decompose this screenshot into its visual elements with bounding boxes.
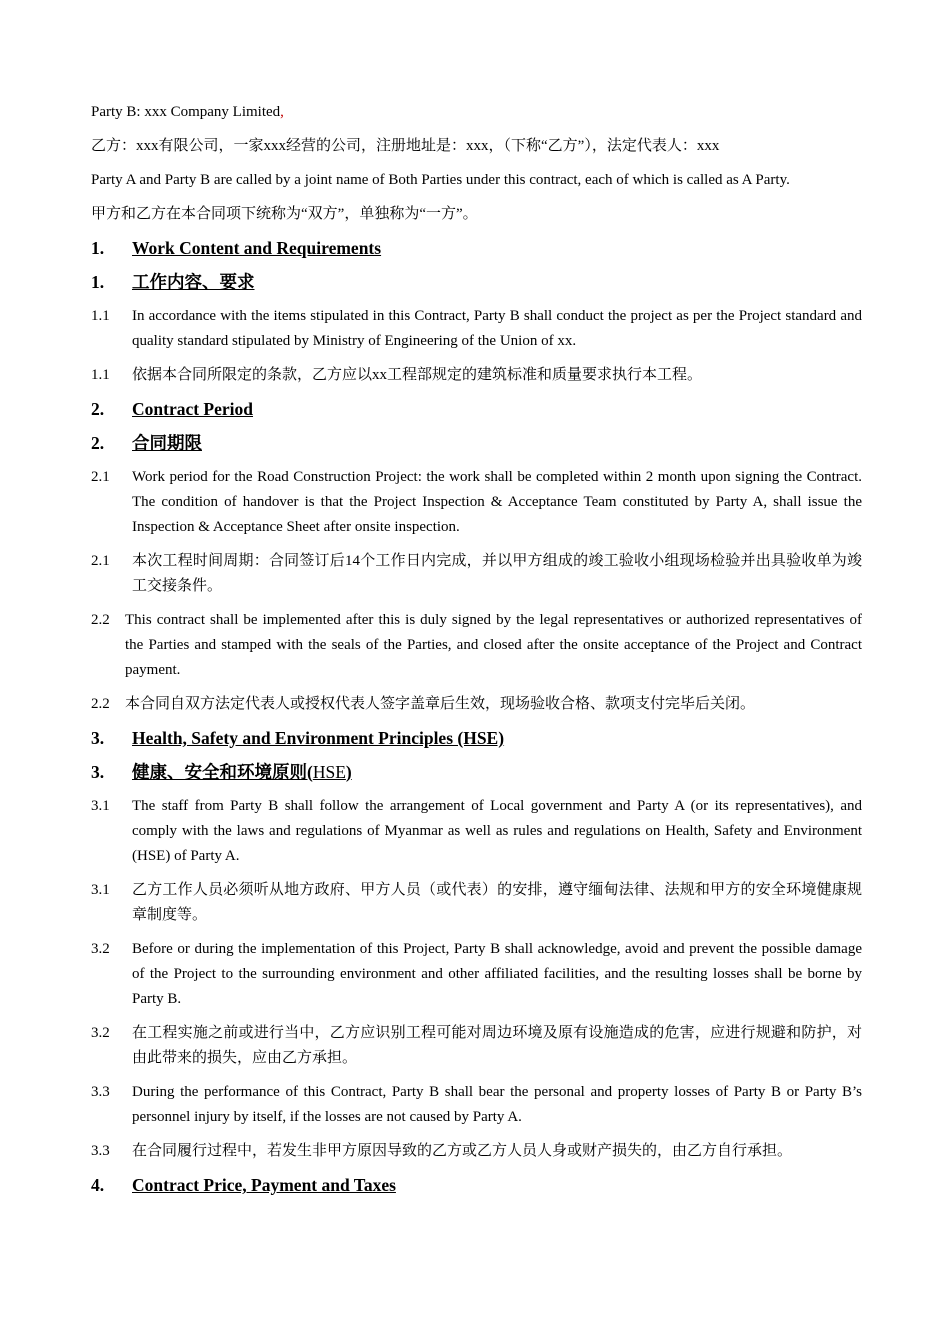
section-number: 1.: [91, 272, 105, 292]
clause-text: 在合同履行过程中，若发生非甲方原因导致的乙方或乙方人员人身或财产损失的，由乙方自行承担。: [132, 1143, 793, 1159]
section-number: 2.: [91, 399, 105, 419]
section-heading: [91, 760, 862, 785]
section-heading: [91, 431, 862, 456]
clause-number: 3.2: [91, 941, 110, 957]
clause: [91, 692, 862, 717]
clause: [91, 363, 862, 388]
section-heading: [91, 270, 862, 295]
clause-number: 3.3: [91, 1143, 110, 1159]
section-number: 2.: [91, 433, 105, 453]
clause-text: Work period for the Road Construction Project: the work shall be completed within 2 month upon signing the Contract. The condition of handover is that the Project Inspection & Acceptance Team constituted by Party A, shall issue the Inspection & Acceptance Sheet after onsite inspection.: [132, 469, 862, 535]
clause: [91, 794, 862, 869]
clause-text: 乙方工作人员必须听从地方政府、甲方人员（或代表）的安排，遵守缅甸法律、法规和甲方的安全环境健康规章制度等。: [132, 882, 862, 923]
party-b-cn: 乙方：xxx有限公司，一家xxx经营的公司，注册地址是：xxx，（下称“乙方”），法定代表人：xxx: [91, 138, 720, 154]
clause: [91, 549, 862, 599]
clause-number: 2.2: [91, 696, 110, 712]
clause-text: Before or during the implementation of this Project, Party B shall acknowledge, avoid and prevent the possible damage of the Project to the surrounding environment and other affiliated facilities, and the resulting losses shall be borne by Party B.: [132, 941, 862, 1007]
section-title: Health, Safety and Environment Principles (HSE): [132, 728, 505, 748]
clause: [91, 1080, 862, 1130]
section-heading: [91, 236, 862, 261]
section-title: 健康、安全和环境原则(HSE): [132, 762, 352, 782]
section-title: Contract Price, Payment and Taxes: [132, 1175, 396, 1195]
section-heading: [91, 726, 862, 751]
clause-number: 3.1: [91, 798, 110, 814]
clause: [91, 1139, 862, 1164]
section-title: 合同期限: [132, 433, 202, 453]
clause-text: This contract shall be implemented after this is duly signed by the legal representatives or authorized representatives of the Parties and stamped with the seals of the Parties, and closed after the onsite acceptance of the Project and Contract payment.: [125, 612, 862, 678]
section-number: 1.: [91, 238, 105, 258]
both-parties-cn: 甲方和乙方在本合同项下统称为“双方”，单独称为“一方”。: [91, 206, 478, 222]
section-heading: [91, 397, 862, 422]
both-parties-en: Party A and Party B are called by a joint name of Both Parties under this contract, each of which is called as A Party.: [91, 172, 790, 188]
section-title: Contract Period: [132, 399, 254, 419]
clause-number: 3.1: [91, 882, 110, 898]
clause: [91, 878, 862, 928]
clause-number: 3.3: [91, 1084, 110, 1100]
clause-number: 3.2: [91, 1025, 110, 1041]
section-number: 4.: [91, 1175, 105, 1195]
clause-text: The staff from Party B shall follow the arrangement of Local government and Party A (or its representatives), and comply with the laws and regulations of Myanmar as well as rules and regulations on Health, Safety and Environment (HSE) of Party A.: [132, 798, 862, 864]
clause: [91, 465, 862, 540]
section-number: 3.: [91, 728, 105, 748]
clause-text: 本合同自双方法定代表人或授权代表人签字盖章后生效，现场验收合格、款项支付完毕后关闭。: [125, 696, 756, 712]
clause-text: In accordance with the items stipulated in this Contract, Party B shall conduct the project as per the Project standard and quality standard stipulated by Ministry of Engineering of the Union of xx.: [132, 308, 862, 349]
clause: [91, 1021, 862, 1071]
section-title: 工作内容、要求: [132, 272, 255, 292]
clause-number: 2.1: [91, 469, 110, 485]
party-b-en: Party B: xxx Company Limited,: [91, 104, 284, 120]
clause: [91, 304, 862, 354]
clause-number: 1.1: [91, 367, 110, 383]
clause-number: 2.2: [91, 612, 110, 628]
section-title: Work Content and Requirements: [132, 238, 382, 258]
section-number: 3.: [91, 762, 105, 782]
clause-text: 本次工程时间周期：合同签订后14个工作日内完成，并以甲方组成的竣工验收小组现场检验并出具验收单为竣工交接条件。: [132, 553, 862, 594]
clause-text: During the performance of this Contract, Party B shall bear the personal and property losses of Party B or Party B’s personnel injury by itself, if the losses are not caused by Party A.: [132, 1084, 862, 1125]
clause: [91, 608, 862, 683]
document-page: [91, 100, 862, 1207]
comma-mark: ,: [280, 104, 284, 120]
clause-text: 依据本合同所限定的条款，乙方应以xx工程部规定的建筑标准和质量要求执行本工程。: [132, 367, 703, 383]
clause-number: 1.1: [91, 308, 110, 324]
section-heading: [91, 1173, 862, 1198]
clause-number: 2.1: [91, 553, 110, 569]
clause: [91, 937, 862, 1012]
clause-text: 在工程实施之前或进行当中，乙方应识别工程可能对周边环境及原有设施造成的危害，应进行规避和防护，对由此带来的损失，应由乙方承担。: [132, 1025, 862, 1066]
